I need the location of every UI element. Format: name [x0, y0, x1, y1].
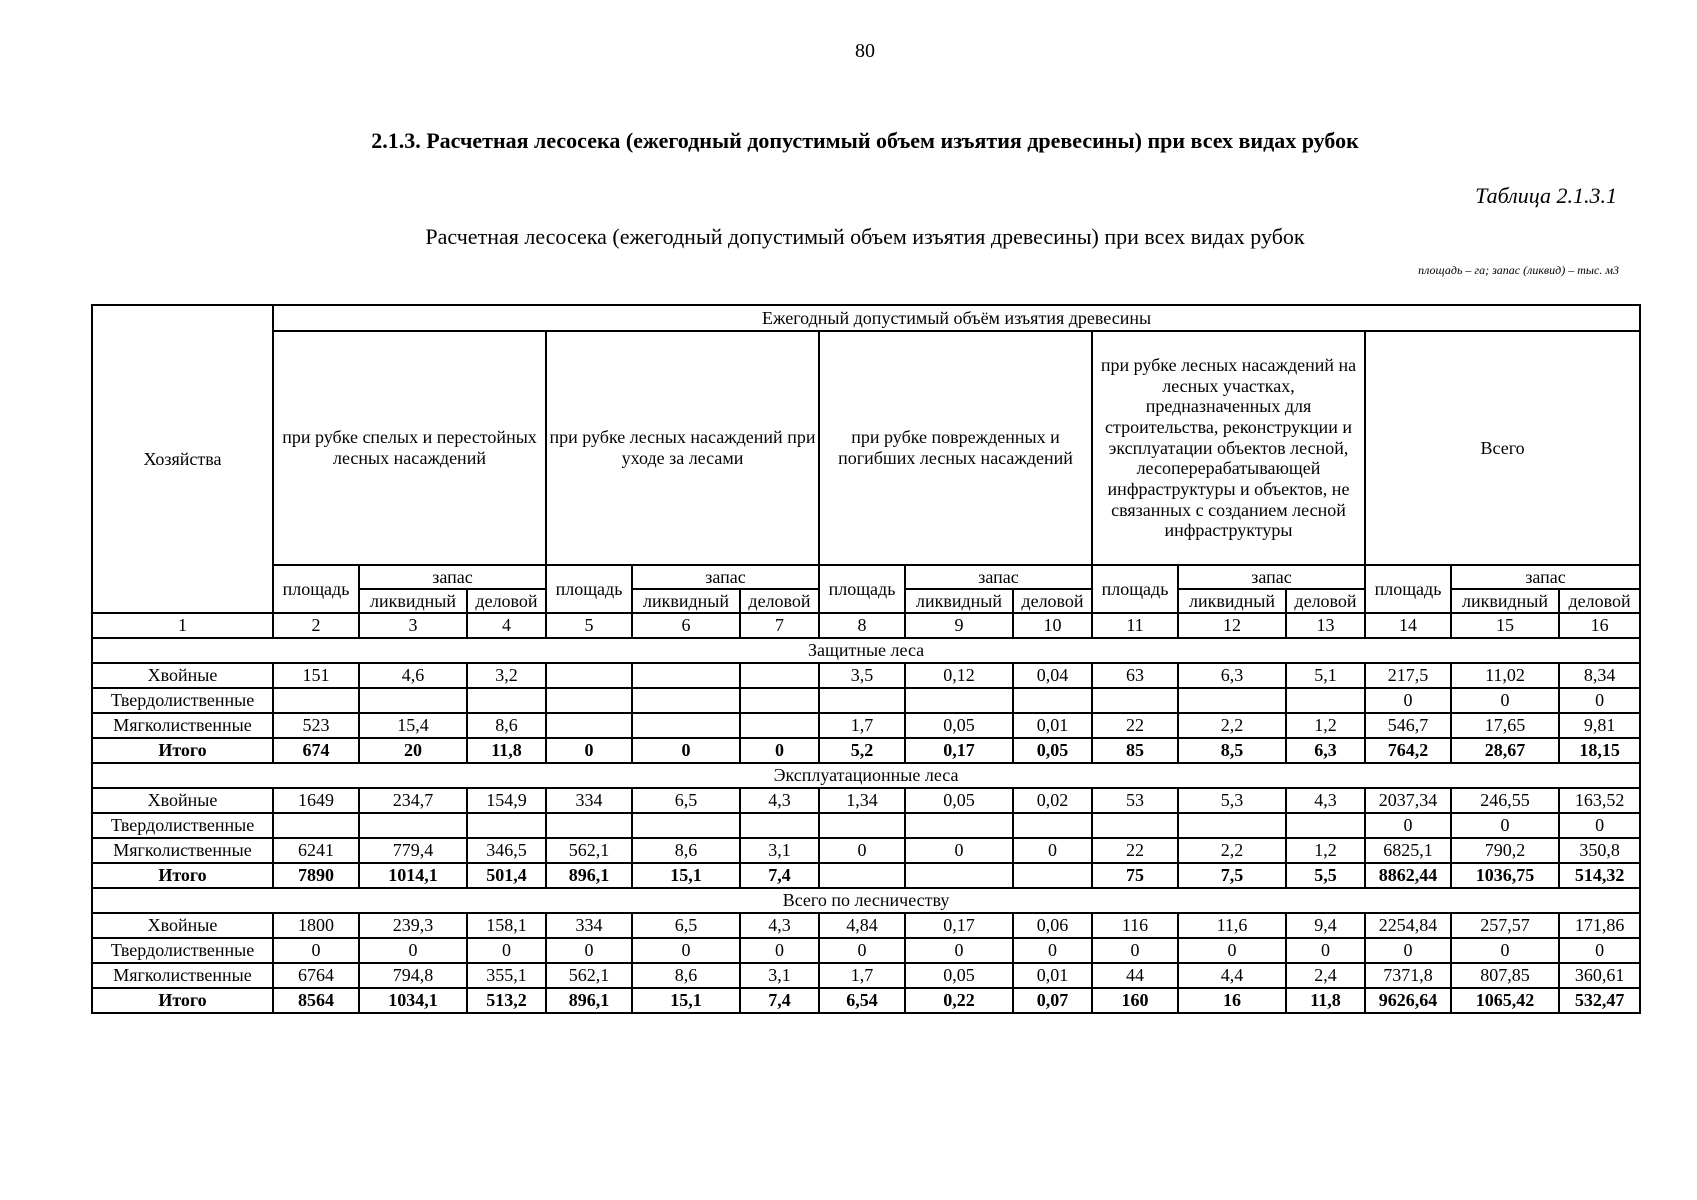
table-cell: 0 [819, 938, 905, 963]
table-cell [546, 688, 632, 713]
section-row [92, 888, 1640, 913]
table-cell: 360,61 [1559, 963, 1640, 988]
table-cell: 151 [273, 663, 359, 688]
header-business: деловой [1559, 589, 1640, 613]
table-cell [819, 688, 905, 713]
table-cell: 0 [905, 838, 1013, 863]
table-cell: 334 [546, 788, 632, 813]
table-cell: 163,52 [1559, 788, 1640, 813]
table-cell: 350,8 [1559, 838, 1640, 863]
header-group-care: при рубке лесных насаждений при уходе за лесами [546, 331, 819, 565]
row-label: Итого [92, 738, 273, 763]
table-cell: 4,3 [740, 788, 819, 813]
table-cell: 0 [632, 938, 740, 963]
row-label: Твердолиственные [92, 938, 273, 963]
total-row [92, 738, 1640, 763]
table-cell: 8,5 [1178, 738, 1286, 763]
table-cell: 0 [273, 938, 359, 963]
table-cell: 334 [546, 913, 632, 938]
table-cell: 9626,64 [1365, 988, 1451, 1013]
total-row [92, 988, 1640, 1013]
table-cell [1286, 688, 1365, 713]
row-label: Мягколиственные [92, 713, 273, 738]
section-title: Защитные леса [92, 638, 1640, 663]
table-cell: 0,04 [1013, 663, 1092, 688]
table-cell [1178, 813, 1286, 838]
row-label: Мягколиственные [92, 963, 273, 988]
table-cell: 5,2 [819, 738, 905, 763]
table-cell: 501,4 [467, 863, 546, 888]
table-body [92, 638, 1640, 1013]
table-cell: 779,4 [359, 838, 467, 863]
table-cell: 9,81 [1559, 713, 1640, 738]
table-cell: 6,54 [819, 988, 905, 1013]
table-cell: 5,5 [1286, 863, 1365, 888]
table-cell: 15,4 [359, 713, 467, 738]
table-row [92, 913, 1640, 938]
row-label: Хвойные [92, 788, 273, 813]
table-cell [1013, 688, 1092, 713]
header-business: деловой [1286, 589, 1365, 613]
header-liquid: ликвидный [905, 589, 1013, 613]
table-cell: 4,3 [1286, 788, 1365, 813]
header-area: площадь [273, 565, 359, 613]
table-cell [359, 688, 467, 713]
table-cell: 896,1 [546, 988, 632, 1013]
column-number: 14 [1365, 613, 1451, 638]
table-cell: 346,5 [467, 838, 546, 863]
table-cell: 20 [359, 738, 467, 763]
table-cell: 0 [740, 938, 819, 963]
table-cell: 896,1 [546, 863, 632, 888]
header-stock: запас [905, 565, 1092, 589]
header-stock: запас [1451, 565, 1640, 589]
table-cell: 158,1 [467, 913, 546, 938]
table-cell [1092, 688, 1178, 713]
table-cell: 0,02 [1013, 788, 1092, 813]
table-cell: 0,17 [905, 913, 1013, 938]
table-cell: 0 [467, 938, 546, 963]
table-title: Расчетная лесосека (ежегодный допустимый объем изъятия древесины) при всех видах рубок [425, 224, 1305, 249]
table-cell: 6,5 [632, 788, 740, 813]
table-cell: 7,4 [740, 988, 819, 1013]
table-cell: 44 [1092, 963, 1178, 988]
table-cell: 0 [1559, 813, 1640, 838]
table-row [92, 838, 1640, 863]
header-area: площадь [1365, 565, 1451, 613]
table-cell: 546,7 [1365, 713, 1451, 738]
table-cell: 1,7 [819, 963, 905, 988]
table-cell: 0 [632, 738, 740, 763]
table-cell: 6825,1 [1365, 838, 1451, 863]
column-number: 16 [1559, 613, 1640, 638]
table-cell: 8,6 [632, 838, 740, 863]
table-cell: 674 [273, 738, 359, 763]
table-cell: 0 [905, 938, 1013, 963]
table-cell: 75 [1092, 863, 1178, 888]
header-stock: запас [1178, 565, 1365, 589]
table-cell: 4,4 [1178, 963, 1286, 988]
table-cell: 807,85 [1451, 963, 1559, 988]
table-cell: 514,32 [1559, 863, 1640, 888]
table-cell: 1065,42 [1451, 988, 1559, 1013]
column-number: 6 [632, 613, 740, 638]
table-cell: 8,6 [632, 963, 740, 988]
header-liquid: ликвидный [1178, 589, 1286, 613]
column-number: 5 [546, 613, 632, 638]
table-cell: 22 [1092, 713, 1178, 738]
header-liquid: ликвидный [632, 589, 740, 613]
column-number: 9 [905, 613, 1013, 638]
row-label: Итого [92, 988, 273, 1013]
table-cell: 0 [1286, 938, 1365, 963]
header-area: площадь [819, 565, 905, 613]
table-cell: 3,1 [740, 963, 819, 988]
column-number: 1 [92, 613, 273, 638]
section-title: Эксплуатационные леса [92, 763, 1640, 788]
table-cell: 5,1 [1286, 663, 1365, 688]
table-cell: 0 [546, 738, 632, 763]
column-number: 11 [1092, 613, 1178, 638]
column-number: 15 [1451, 613, 1559, 638]
table-cell: 0 [1092, 938, 1178, 963]
table-cell: 764,2 [1365, 738, 1451, 763]
total-row [92, 863, 1640, 888]
table-cell: 7371,8 [1365, 963, 1451, 988]
table-cell: 790,2 [1451, 838, 1559, 863]
column-number: 12 [1178, 613, 1286, 638]
table-cell: 2254,84 [1365, 913, 1451, 938]
column-number: 10 [1013, 613, 1092, 638]
table-cell: 1649 [273, 788, 359, 813]
table-cell [819, 813, 905, 838]
table-cell: 0,12 [905, 663, 1013, 688]
table-cell: 28,67 [1451, 738, 1559, 763]
table-cell: 0,05 [1013, 738, 1092, 763]
table-cell: 6,3 [1178, 663, 1286, 688]
row-label: Итого [92, 863, 273, 888]
table-cell: 15,1 [632, 988, 740, 1013]
table-cell: 11,02 [1451, 663, 1559, 688]
row-label: Твердолиственные [92, 813, 273, 838]
table-cell [546, 813, 632, 838]
table-cell: 513,2 [467, 988, 546, 1013]
header-area: площадь [546, 565, 632, 613]
header-farms: Хозяйства [92, 305, 273, 613]
table-cell: 5,3 [1178, 788, 1286, 813]
table-cell: 0 [1559, 938, 1640, 963]
table-cell: 53 [1092, 788, 1178, 813]
table-cell [1092, 813, 1178, 838]
table-cell [467, 813, 546, 838]
section-row [92, 638, 1640, 663]
table-cell: 0,06 [1013, 913, 1092, 938]
table-cell: 0 [1013, 938, 1092, 963]
table-cell: 2,2 [1178, 838, 1286, 863]
table-cell: 1,7 [819, 713, 905, 738]
column-number: 4 [467, 613, 546, 638]
table-cell: 16 [1178, 988, 1286, 1013]
header-liquid: ликвидный [359, 589, 467, 613]
table-cell: 0 [1365, 813, 1451, 838]
column-number: 13 [1286, 613, 1365, 638]
table-cell: 63 [1092, 663, 1178, 688]
table-cell [740, 813, 819, 838]
table-cell: 1,2 [1286, 838, 1365, 863]
header-liquid: ликвидный [1451, 589, 1559, 613]
table-row [92, 813, 1640, 838]
table-cell [273, 813, 359, 838]
table-cell: 8,34 [1559, 663, 1640, 688]
table-row [92, 788, 1640, 813]
section-row [92, 763, 1640, 788]
table-cell: 11,6 [1178, 913, 1286, 938]
table-cell: 2,4 [1286, 963, 1365, 988]
table-cell: 8862,44 [1365, 863, 1451, 888]
table-cell: 3,1 [740, 838, 819, 863]
table-cell: 0 [1365, 938, 1451, 963]
table-cell: 0,07 [1013, 988, 1092, 1013]
table-cell: 1,2 [1286, 713, 1365, 738]
column-number: 3 [359, 613, 467, 638]
table-cell: 0 [1451, 938, 1559, 963]
table-cell: 1,34 [819, 788, 905, 813]
table-cell [1013, 813, 1092, 838]
table-cell: 17,65 [1451, 713, 1559, 738]
table-cell: 0,01 [1013, 713, 1092, 738]
table-cell: 523 [273, 713, 359, 738]
table-row [92, 663, 1640, 688]
table-cell: 2,2 [1178, 713, 1286, 738]
table-cell: 532,47 [1559, 988, 1640, 1013]
table-cell: 160 [1092, 988, 1178, 1013]
header-business: деловой [467, 589, 546, 613]
table-cell: 85 [1092, 738, 1178, 763]
table-row [92, 963, 1640, 988]
table-cell: 0 [1178, 938, 1286, 963]
page-number: 80 [855, 40, 875, 62]
table-cell: 4,6 [359, 663, 467, 688]
header-group-total: Всего [1365, 331, 1640, 565]
row-label: Твердолиственные [92, 688, 273, 713]
table-cell: 0,01 [1013, 963, 1092, 988]
table-cell: 0,17 [905, 738, 1013, 763]
table-cell [819, 863, 905, 888]
header-business: деловой [740, 589, 819, 613]
table-cell: 11,8 [1286, 988, 1365, 1013]
table-cell [632, 713, 740, 738]
table-header [92, 305, 1640, 638]
table-cell: 7,5 [1178, 863, 1286, 888]
table-cell [632, 813, 740, 838]
table-cell: 0 [740, 738, 819, 763]
table-cell [546, 663, 632, 688]
table-cell: 8564 [273, 988, 359, 1013]
table-cell: 0 [1451, 688, 1559, 713]
table-cell: 0,22 [905, 988, 1013, 1013]
table-cell: 2037,34 [1365, 788, 1451, 813]
table-cell [740, 663, 819, 688]
table-cell: 6,5 [632, 913, 740, 938]
table-cell: 562,1 [546, 963, 632, 988]
section-heading: 2.1.3. Расчетная лесосека (ежегодный допустимый объем изъятия древесины) при всех видах рубок [371, 128, 1359, 153]
header-business: деловой [1013, 589, 1092, 613]
column-number: 8 [819, 613, 905, 638]
table-cell: 0 [546, 938, 632, 963]
table-cell: 0 [1451, 813, 1559, 838]
row-label: Хвойные [92, 913, 273, 938]
table-cell: 7,4 [740, 863, 819, 888]
table-cell: 9,4 [1286, 913, 1365, 938]
table-cell: 1800 [273, 913, 359, 938]
units-note: площадь – га; запас (ликвид) – тыс. м3 [1418, 263, 1619, 277]
table-cell [632, 688, 740, 713]
table-cell: 0 [1013, 838, 1092, 863]
table-cell [740, 688, 819, 713]
row-label: Мягколиственные [92, 838, 273, 863]
table-cell [905, 863, 1013, 888]
table-cell: 6241 [273, 838, 359, 863]
table-cell: 0 [1365, 688, 1451, 713]
table-cell: 1014,1 [359, 863, 467, 888]
table-cell: 355,1 [467, 963, 546, 988]
table-cell: 6764 [273, 963, 359, 988]
table-row [92, 713, 1640, 738]
table-cell: 3,2 [467, 663, 546, 688]
table-cell: 562,1 [546, 838, 632, 863]
header-stock: запас [359, 565, 546, 589]
table-cell: 217,5 [1365, 663, 1451, 688]
header-group-mature: при рубке спелых и перестойных лесных насаждений [273, 331, 546, 565]
table-cell: 18,15 [1559, 738, 1640, 763]
row-label: Хвойные [92, 663, 273, 688]
table-cell: 0 [359, 938, 467, 963]
header-annual-volume: Ежегодный допустимый объём изъятия древесины [273, 305, 1640, 331]
table-cell: 4,3 [740, 913, 819, 938]
table-cell: 234,7 [359, 788, 467, 813]
table-cell: 1034,1 [359, 988, 467, 1013]
header-stock: запас [632, 565, 819, 589]
table-row [92, 688, 1640, 713]
table-cell: 8,6 [467, 713, 546, 738]
table-cell [905, 813, 1013, 838]
table-cell: 0,05 [905, 963, 1013, 988]
harvest-volume-table [91, 304, 1641, 1014]
table-cell [740, 713, 819, 738]
table-cell: 11,8 [467, 738, 546, 763]
table-cell: 154,9 [467, 788, 546, 813]
table-cell: 22 [1092, 838, 1178, 863]
header-group-damaged: при рубке поврежденных и погибших лесных насаждений [819, 331, 1092, 565]
table-cell: 171,86 [1559, 913, 1640, 938]
table-cell [546, 713, 632, 738]
table-row [92, 938, 1640, 963]
table-cell: 116 [1092, 913, 1178, 938]
table-cell [632, 663, 740, 688]
table-cell [273, 688, 359, 713]
table-cell: 4,84 [819, 913, 905, 938]
table-cell: 246,55 [1451, 788, 1559, 813]
column-number: 7 [740, 613, 819, 638]
table-cell [359, 813, 467, 838]
column-number: 2 [273, 613, 359, 638]
table-cell: 1036,75 [1451, 863, 1559, 888]
table-label: Таблица 2.1.3.1 [1475, 183, 1617, 208]
header-group-construction: при рубке лесных насаждений на лесных участках, предназначенных для строительства, реконструкции и эксплуатации объектов лесной, лесоперерабатывающей инфраструктуры и объектов, не связанных с созданием лесной инфраструктуры [1092, 331, 1365, 565]
table-cell: 6,3 [1286, 738, 1365, 763]
table-cell [1178, 688, 1286, 713]
table-cell: 7890 [273, 863, 359, 888]
header-area: площадь [1092, 565, 1178, 613]
table-cell: 794,8 [359, 963, 467, 988]
table-cell: 257,57 [1451, 913, 1559, 938]
table-cell [905, 688, 1013, 713]
table-cell: 15,1 [632, 863, 740, 888]
table-cell [1286, 813, 1365, 838]
table-cell: 0,05 [905, 788, 1013, 813]
table-cell: 0 [1559, 688, 1640, 713]
table-cell: 0 [819, 838, 905, 863]
table-cell: 3,5 [819, 663, 905, 688]
table-cell [467, 688, 546, 713]
section-title: Всего по лесничеству [92, 888, 1640, 913]
table-cell [1013, 863, 1092, 888]
table-cell: 0,05 [905, 713, 1013, 738]
table-cell: 239,3 [359, 913, 467, 938]
